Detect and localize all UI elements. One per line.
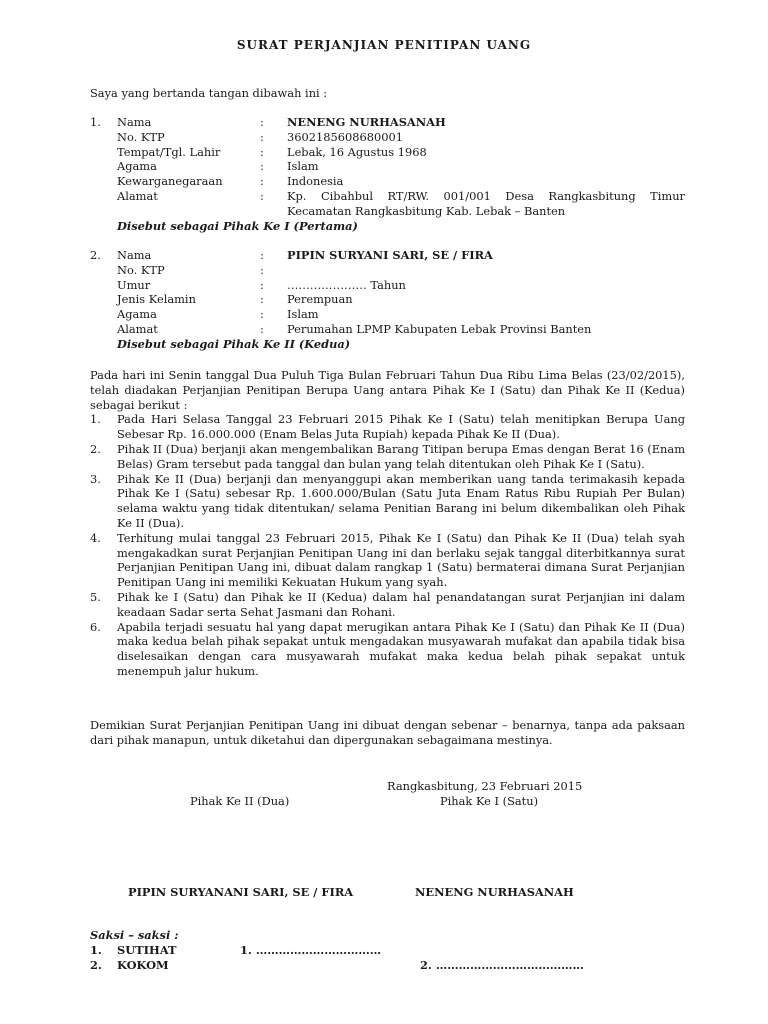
party-2-details bbox=[90, 248, 690, 352]
field-label: Nama bbox=[117, 115, 152, 129]
party-1-designation: Disebut sebagai Pihak Ke I (Pertama) bbox=[117, 218, 358, 233]
field-label: Alamat bbox=[117, 188, 158, 203]
field-value: Islam bbox=[287, 159, 319, 174]
clause-number: 3. bbox=[90, 471, 101, 486]
field-value: PIPIN SURYANI SARI, SE / FIRA bbox=[287, 248, 493, 262]
clause-item bbox=[90, 531, 685, 590]
field-value bbox=[287, 263, 690, 278]
party-2-signature-name: PIPIN SURYANANI SARI, SE / FIRA bbox=[128, 885, 354, 899]
witness-number: 1. bbox=[90, 943, 102, 957]
field-label: Umur bbox=[117, 277, 151, 292]
field-value: NENENG NURHASANAH bbox=[287, 115, 446, 129]
clause-text: Pihak Ke II (Dua) berjanji dan menyanggupi akan memberikan uang tanda terimakasih kepada Pihak Ke I (Satu) sebesar Rp. 1.600.000/Bulan (Satu Juta Enam Ratus Ribu Rupiah Per Bulan) selama waktu yang tidak ditentukan/ selama Penitian Barang ini belum dikembalikan oleh Pihak Ke II (Dua). bbox=[117, 471, 685, 530]
field-label: Jenis Kelamin bbox=[117, 292, 196, 307]
witness-number: 2. bbox=[90, 958, 102, 972]
clause-text: Pihak II (Dua) berjanji akan mengembalikan Barang Titipan berupa Emas dengan Berat 16 (Enam Belas) Gram tersebut pada tanggal dan bulan yang telah ditentukan oleh Pihak Ke I (Satu). bbox=[117, 441, 685, 471]
clause-text: Apabila terjadi sesuatu hal yang dapat merugikan antara Pihak Ke I (Satu) dan Pihak Ke II (Dua) maka kedua belah pihak sepakat untuk mengadakan musyawarah mufakat dan apabila tidak bisa diselesaikan dengan cara musyawarah mufakat maka kedua belah pihak sepakat untuk menempuh jalur hukum. bbox=[117, 619, 685, 678]
place-date: Rangkasbitung, 23 Februari 2015 bbox=[387, 779, 583, 793]
party-2-designation: Disebut sebagai Pihak Ke II (Kedua) bbox=[117, 336, 351, 351]
intro-text: Saya yang bertanda tangan dibawah ini : bbox=[90, 86, 328, 100]
field-value: Perempuan bbox=[287, 292, 353, 307]
witnesses-heading: Saksi – saksi : bbox=[90, 928, 179, 942]
agreement-body bbox=[90, 368, 685, 679]
colon: : bbox=[260, 129, 264, 144]
field-value: Islam bbox=[287, 307, 319, 322]
party-1-signature-name: NENENG NURHASANAH bbox=[415, 885, 574, 899]
clause-number: 6. bbox=[90, 619, 101, 634]
party-2-signature-label: Pihak Ke II (Dua) bbox=[190, 794, 290, 808]
field-value: 3602185608680001 bbox=[287, 129, 403, 144]
field-value: Indonesia bbox=[287, 174, 344, 189]
clause-item bbox=[90, 620, 685, 679]
field-value: Perumahan LPMP Kabupaten Lebak Provinsi Banten bbox=[287, 321, 592, 336]
closing-paragraph: Demikian Surat Perjanjian Penitipan Uang ini dibuat dengan sebenar – benarnya, tanpa ada paksaan dari pihak manapun, untuk diketahui dan dipergunakan sebagaimana mestinya. bbox=[90, 718, 685, 747]
field-label: Agama bbox=[117, 159, 157, 174]
opening-paragraph: Pada hari ini Senin tanggal Dua Puluh Tiga Bulan Februari Tahun Dua Ribu Lima Belas (23/02/2015), telah diadakan Perjanjian Penitipan Berupa Uang antara Pihak Ke I (Satu) dan Pihak Ke II (Kedua) sebagai berikut : bbox=[90, 368, 685, 412]
witness-name: SUTIHAT bbox=[117, 943, 177, 957]
field-value: Kp. Cibahbul RT/RW. 001/001 Desa Rangkasbitung Timur Kecamatan Rangkasbitung Kab. Lebak – Banten bbox=[287, 188, 685, 218]
clause-number: 1. bbox=[90, 412, 101, 427]
field-label: No. KTP bbox=[117, 262, 165, 277]
clause-number: 4. bbox=[90, 530, 101, 545]
field-label: Alamat bbox=[117, 321, 158, 336]
colon: : bbox=[260, 292, 264, 307]
colon: : bbox=[260, 277, 264, 292]
witness-name: KOKOM bbox=[117, 958, 169, 972]
witness-signature-line: 2. ………………………………… bbox=[420, 958, 584, 972]
field-label: Kewarganegaraan bbox=[117, 174, 223, 189]
colon: : bbox=[260, 144, 264, 159]
colon: : bbox=[260, 248, 264, 262]
field-label: Agama bbox=[117, 307, 157, 322]
colon: : bbox=[260, 115, 264, 129]
colon: : bbox=[260, 307, 264, 322]
colon: : bbox=[260, 262, 264, 277]
party-number: 2. bbox=[90, 248, 101, 262]
field-value: Lebak, 16 Agustus 1968 bbox=[287, 144, 427, 159]
field-label: Nama bbox=[117, 248, 152, 262]
colon: : bbox=[260, 188, 264, 203]
party-1-details bbox=[90, 115, 690, 233]
clause-item bbox=[90, 472, 685, 531]
witness-signature-line: 1. …………………………… bbox=[240, 943, 382, 957]
clause-text: Pihak ke I (Satu) dan Pihak ke II (Kedua) dalam hal penandatangan surat Perjanjian ini dalam keadaan Sadar serta Sehat Jasmani dan Rohani. bbox=[117, 589, 685, 619]
document-title: SURAT PERJANJIAN PENITIPAN UANG bbox=[236, 38, 532, 52]
clause-text: Terhitung mulai tanggal 23 Februari 2015, Pihak Ke I (Satu) dan Pihak Ke II (Dua) telah syah mengakadkan surat Perjanjian Penitipan Uang ini dan berlaku sejak tanggal diterbitkannya surat Perjanjian Penitipan Uang ini, dibuat dalam rangkap 1 (Satu) bermaterai dimana Surat Perjanjian Penitipan Uang ini memiliki Kekuatan Hukum yang syah. bbox=[117, 530, 685, 590]
clause-number: 5. bbox=[90, 589, 101, 604]
clause-item bbox=[90, 442, 685, 472]
field-label: Tempat/Tgl. Lahir bbox=[117, 144, 221, 159]
colon: : bbox=[260, 321, 264, 336]
field-label: No. KTP bbox=[117, 129, 165, 144]
party-number: 1. bbox=[90, 115, 101, 129]
field-value: ………………… Tahun bbox=[287, 277, 406, 292]
colon: : bbox=[260, 159, 264, 174]
clause-item bbox=[90, 590, 685, 620]
clause-item bbox=[90, 412, 685, 442]
clause-text: Pada Hari Selasa Tanggal 23 Februari 2015 Pihak Ke I (Satu) telah menitipkan Berupa Uang Sebesar Rp. 16.000.000 (Enam Belas Juta Rupiah) kepada Pihak Ke II (Dua). bbox=[117, 412, 685, 442]
clause-number: 2. bbox=[90, 441, 101, 456]
party-1-signature-label: Pihak Ke I (Satu) bbox=[440, 794, 539, 808]
colon: : bbox=[260, 174, 264, 189]
